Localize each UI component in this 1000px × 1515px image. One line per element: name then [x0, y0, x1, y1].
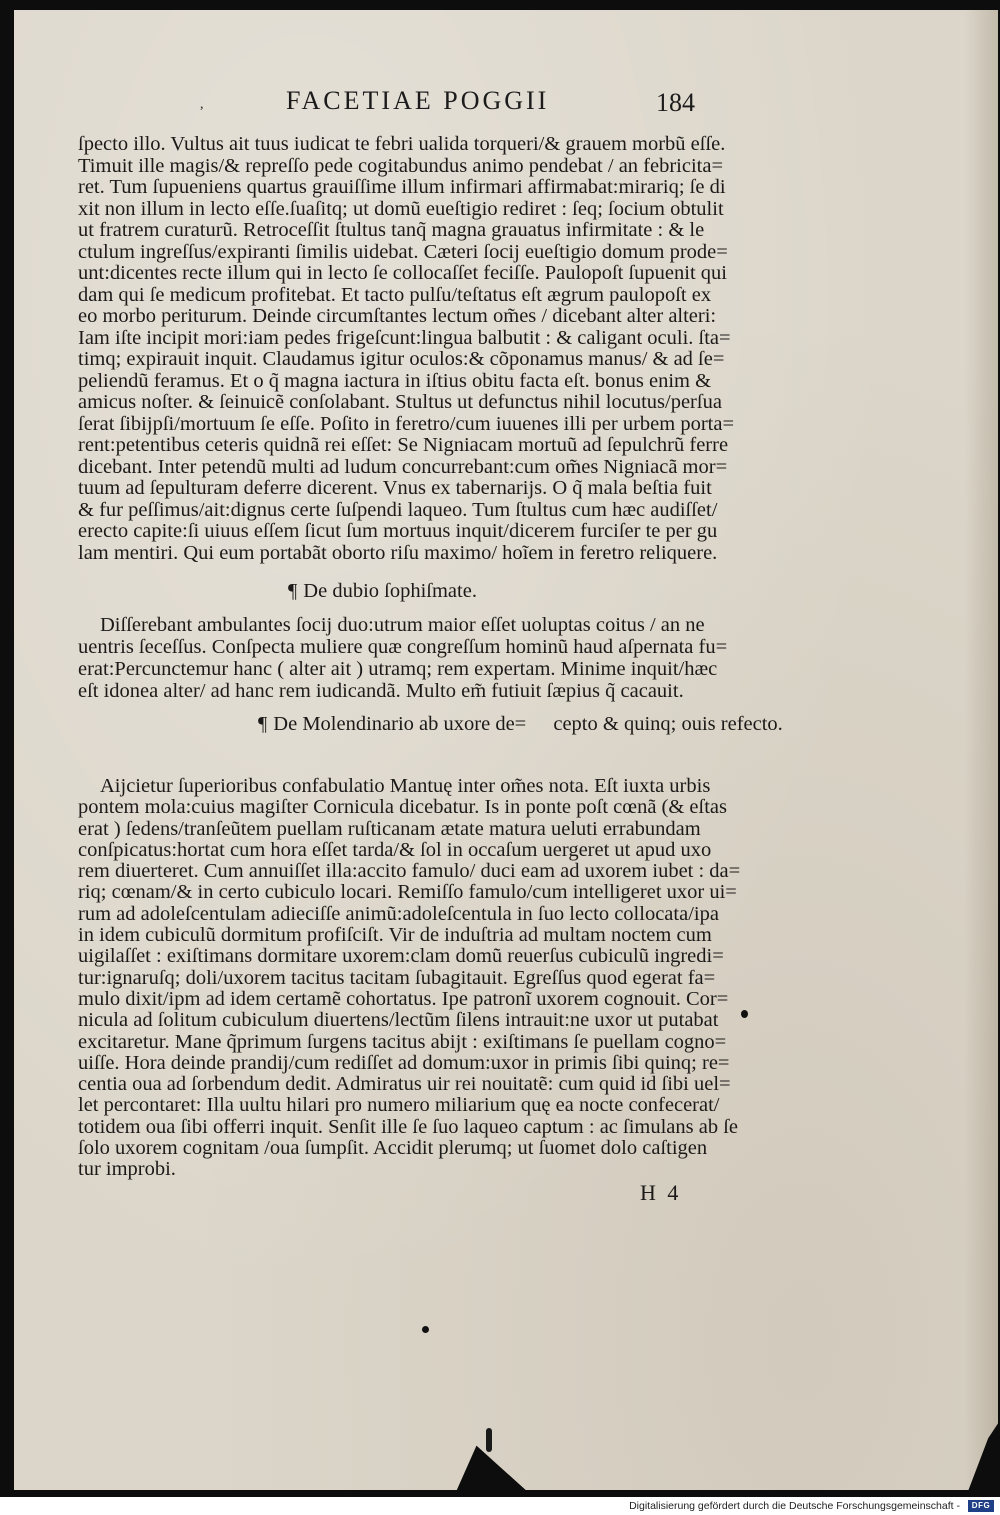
heading-line [258, 713, 531, 735]
text-line: eſt idonea alter/ ad hanc rem iudicandã. Multo em̃ futiuit ſæpius q̃ cacauit. [78, 680, 684, 702]
pilcrow-icon: ¶ [258, 713, 268, 735]
footer-bar [0, 1497, 1000, 1515]
text-line: amicus noſter. & ſeinuicẽ conſolabant. Stultus ut defunctus nihil locutus/perſua [78, 391, 722, 413]
heading-text: De dubio ſophiſmate. [303, 580, 477, 602]
text-line: tur:ignaruſq; doli/uxorem tacitus tacitam ſubagitauit. Egreſſus quod egerat fa= [78, 966, 716, 989]
text-line: dicebant. Inter petendũ multi ad ludum concurrebant:cum om̃es Nigniacã mor= [78, 455, 728, 478]
text-line: dam qui ſe medicum profitebat. Et tacto pulſu/teſtatus eſt ægrum paulopoſt ex [78, 283, 712, 306]
text-line: ret. Tum ſupueniens quartus grauiſſime illum infirmari affirmabat:mirariq; ſe di [78, 176, 726, 198]
text-line: uiſſe. Hora deinde prandij/cum rediſſet ad domum:uxor in primis ſibi quinq; re= [78, 1051, 730, 1074]
page-folio-number: 184 [656, 88, 695, 117]
text-line: peliendũ feramus. Et o q̃ magna iactura in iſtius obitu facta eſt. bonus enim & [78, 369, 712, 392]
text-line: lam mentiri. Qui eum portabãt oborto riſu maximo/ hoĩem in feretro reliquere. [78, 541, 718, 564]
text-line: mulo dixit/ipm ad idem certamẽ cohortatus. Ipe patronĩ uxorem cognouit. Cor= [78, 987, 729, 1010]
ink-blot [486, 1428, 492, 1452]
text-line: centia oua ad ſorbendum dedit. Admiratus uir rei nouitatẽ: cum quid id ſibi uel= [78, 1073, 731, 1096]
text-line: let percontaret: Illa uultu hilari pro numero miliarium quę ea nocte confecerat/ [78, 1094, 720, 1117]
page-edge-shadow [964, 10, 998, 1490]
dfg-logo-icon[interactable]: DFG [968, 1500, 994, 1512]
pilcrow-icon: ¶ [288, 580, 298, 602]
ink-dot [741, 1010, 748, 1018]
text-line: uigilaſſet : exiſtimans dormitare uxorem:clam domũ reuerſus cubiculũ ingredi= [78, 945, 724, 968]
text-line: erat ) ſedens/tranſeũtem puellam ruſticanam ætate matura ueluti errabundam [78, 817, 701, 840]
text-line: eo morbo periturum. Deinde circumſtantes lectum om̃es / dicebant alter alteri: [78, 305, 717, 327]
heading-text: De Molendinario ab uxore de= [273, 713, 527, 735]
text-line: ſolo uxorem cognitam /oua ſumpſit. Accidit plerumq; ut ſuomet dolo caſtigen [78, 1137, 708, 1160]
text-line: rem diuerteret. Cum annuiſſet illa:accito famulo/ duci eam ad uxorem iubet : da= [78, 860, 741, 883]
text-line: rent:petentibus ceteris quidnã rei eſſet: Se Nigniacam mortuũ ad ſepulchrũ ferre [78, 434, 729, 456]
text-line: ſerat ſibijpſi/mortuum ſe eſſe. Poſito in feretro/cum iuuenes illi per urbem porta= [78, 412, 735, 435]
text-line: tur improbi. [78, 1158, 176, 1181]
footer-separator: - [953, 1500, 960, 1512]
text-paragraph-1 [78, 134, 734, 564]
text-line: totidem oua ſibi offerri inquit. Senſit ille ſe ſuo laqueo captum : ac ſimulans ab ſe [78, 1115, 739, 1138]
text-line: & fur peſſimus/ait:dignus certe ſuſpendi laqueo. Tum ſtultus cum hæc audiſſet/ [78, 498, 718, 521]
text-line: riq; cœnam/& in certo cubiculo locari. Remiſſo famulo/cum intelligeret uxor ui= [78, 881, 737, 904]
text-line: conſpicatus:hortat cum hora eſſet tarda/& ſol in occaſum uergeret ut apud uxo [78, 838, 712, 861]
text-line: Timuit ille magis/& repreſſo pede cogitabundus animo pendebat / an febricita= [78, 154, 724, 177]
text-line: erecto capite:ſi uiuus eſſem ſicut ſum mortuus inquit/dicerem furciſer te per gu [78, 520, 718, 542]
text-line: ut fratrem curaturũ. Retroceſſit ſtultus tanq̃ magna grauatus infirmitate : & le [78, 219, 705, 241]
text-line: ctulum ingreſſus/expiranti ſimilis uidebat. Cæteri ſocij eueſtigio domum prode= [78, 240, 728, 263]
text-paragraph-2 [78, 614, 727, 702]
text-line: unt:dicentes recte illum qui in lecto ſe collocaſſet feciſſe. Paulopoſt ſupuenit qui [78, 262, 727, 284]
text-line: uentris ſeceſſus. Conſpecta muliere quæ congreſſum hominũ haud aſpernata fu= [78, 636, 728, 658]
heading-line: cepto & quinq; ouis refecto. [553, 713, 783, 735]
footer-credit-text: Digitalisierung gefördert durch die Deutsche Forschungsgemeinschaft [629, 1500, 954, 1512]
section-heading-1 [288, 580, 477, 603]
text-line: xit non illum in lecto eſſe.ſuaſitq; ut domũ eueſtigio rediret : ſeq; ſocium obtulit [78, 197, 724, 220]
section-heading-2 [258, 712, 783, 736]
text-line: timq; expirauit inquit. Claudamus igitur oculos:& cõponamus manus/ & ad ſe= [78, 348, 725, 370]
footer-credit [629, 1500, 960, 1512]
signature-mark: H 4 [640, 1180, 682, 1205]
text-line: Diſſerebant ambulantes ſocij duo:utrum maior eſſet uoluptas coitus / an ne [100, 614, 705, 636]
text-line: excitaretur. Mane q̃primum ſurgens tacitus abijt : exiſtimans ſe puellam cogno= [78, 1030, 727, 1053]
text-line: Aijcietur ſuperioribus confabulatio Mantuę inter om̃es nota. Eſt iuxta urbis [100, 775, 711, 797]
ink-dot [422, 1326, 429, 1333]
running-head-title: FACETIAE POGGII [286, 86, 550, 115]
text-line: ſpecto illo. Vultus ait tuus iudicat te febri ualida torqueri/& grauem morbũ eſſe. [78, 133, 726, 155]
text-line: tuum ad ſepulturam deferre dicerent. Vnus ex tabernarijs. O q̃ mala beſtia fuit [78, 477, 712, 499]
header-mark: , [200, 97, 204, 112]
text-line: erat:Percunctemur hanc ( alter ait ) utramq; rem expertam. Minime inquit/hæc [78, 658, 718, 680]
text-line: Iam iſte incipit mori:iam pedes frigeſcunt:lingua balbutit : & caligant oculi. ſta= [78, 326, 731, 349]
text-line: pontem mola:cuius magiſter Cornicula dicebatur. Is in ponte poſt cœnã (& eſtas [78, 796, 728, 819]
text-line: rum ad adoleſcentulam adieciſſe animũ:adoleſcentula in ſuo lecto collocata/ipa [78, 902, 719, 925]
text-paragraph-3 [78, 776, 740, 1181]
text-line: in idem cubiculũ dormitum profiſciſt. Vir de induſtria ad multam noctem cum [78, 924, 712, 947]
text-line: nicula ad ſolitum cubiculum diuertens/lectũm ſilens intrauit:ne uxor ut putabat [78, 1009, 719, 1032]
